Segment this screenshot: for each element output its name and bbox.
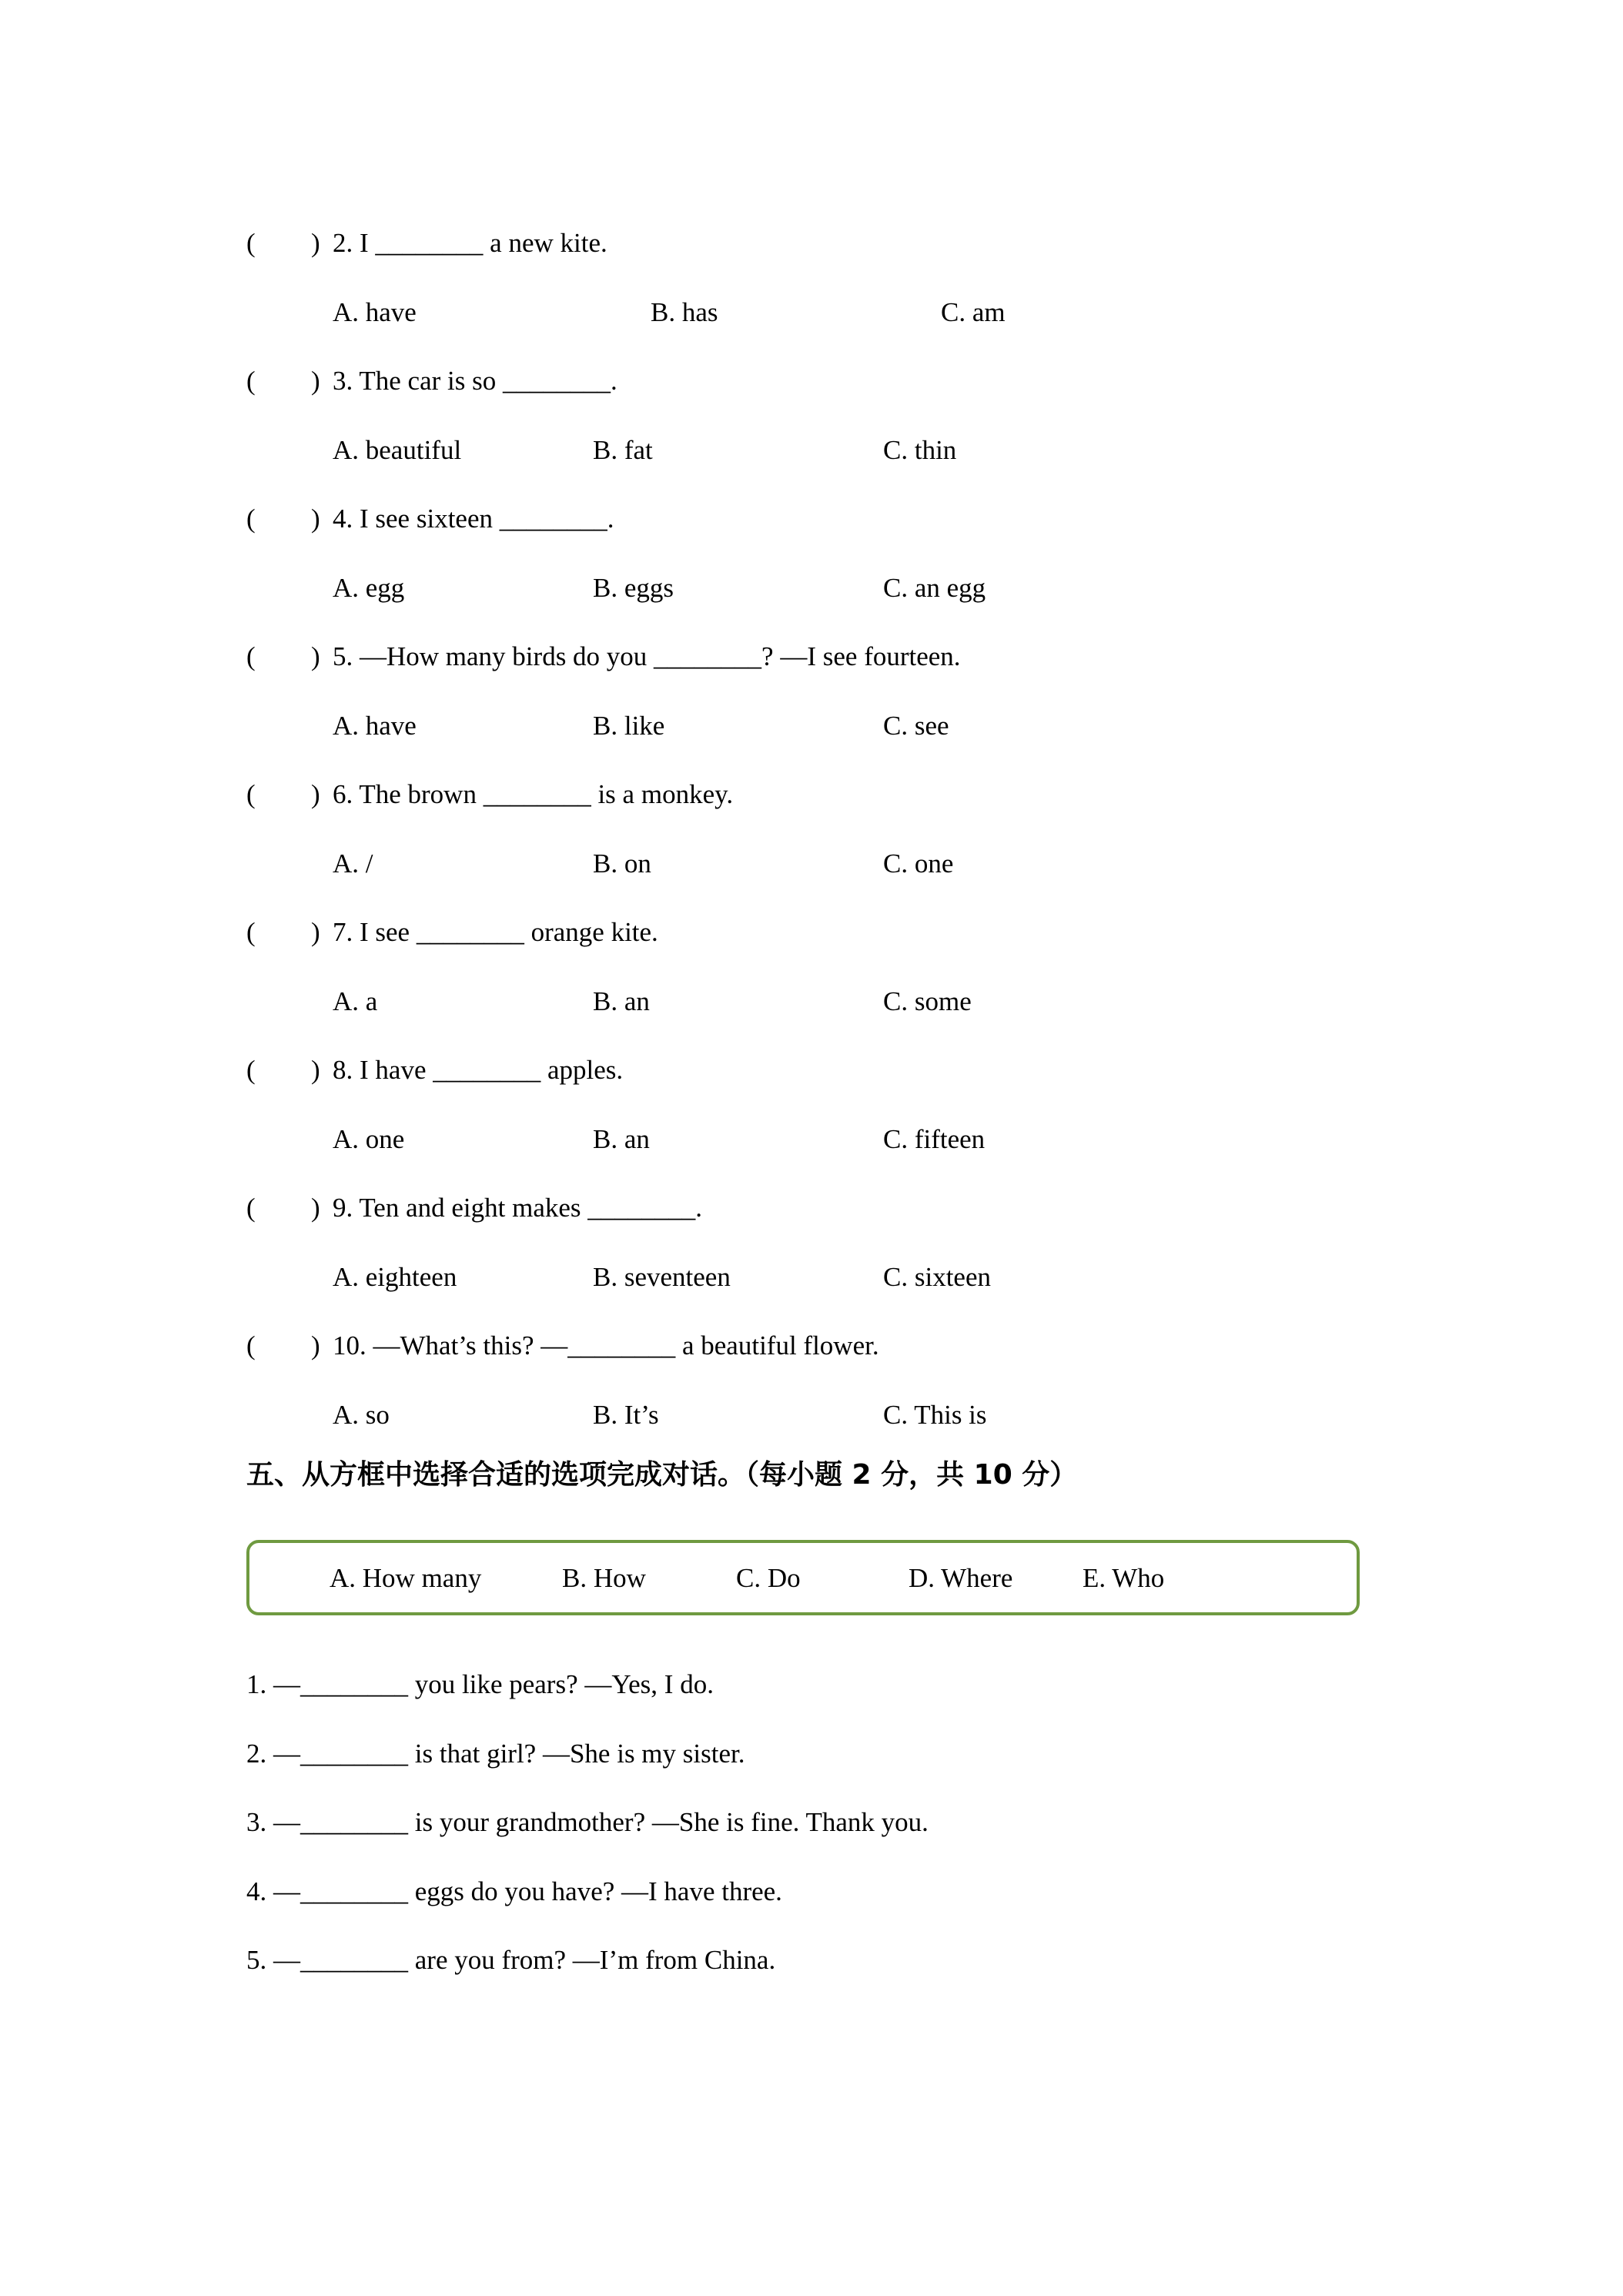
option-c: C. some — [883, 986, 972, 1016]
dialogue-5: 5. —________ are you from? —I’m from China. — [246, 1945, 776, 1975]
option-b: B. eggs — [593, 573, 674, 603]
box-item-d: D. Where — [909, 1563, 1013, 1593]
box-item-a: A. How many — [330, 1563, 482, 1593]
box-item-b: B. How — [562, 1563, 646, 1593]
question-text: 8. I have ________ apples. — [333, 1055, 624, 1085]
option-b: B. an — [593, 1124, 650, 1154]
option-c: C. am — [941, 297, 1006, 327]
answer-paren-open: ( — [246, 641, 256, 671]
option-a: A. beautiful — [333, 435, 462, 465]
option-a: A. so — [333, 1400, 390, 1430]
question-text: 10. —What’s this? —________ a beautiful flower. — [333, 1330, 879, 1361]
answer-paren-close: ) — [311, 366, 320, 396]
option-c: C. sixteen — [883, 1262, 991, 1292]
dialogue-4: 4. —________ eggs do you have? —I have three. — [246, 1876, 782, 1906]
word-choice-box — [246, 1540, 1360, 1615]
option-c: C. This is — [883, 1400, 987, 1430]
answer-paren-close: ) — [311, 641, 320, 671]
option-a: A. eighteen — [333, 1262, 457, 1292]
answer-paren-close: ) — [311, 1330, 320, 1361]
box-item-c: C. Do — [736, 1563, 801, 1593]
section-5-title: 五、从方框中选择合适的选项完成对话。（每小题 2 分，共 10 分） — [246, 1459, 1078, 1491]
answer-paren-open: ( — [246, 228, 256, 258]
box-item-e: E. Who — [1083, 1563, 1165, 1593]
option-a: A. have — [333, 297, 417, 327]
answer-paren-close: ) — [311, 1055, 320, 1085]
option-b: B. has — [651, 297, 718, 327]
answer-paren-close: ) — [311, 1193, 320, 1223]
question-text: 7. I see ________ orange kite. — [333, 917, 658, 947]
option-a: A. egg — [333, 573, 405, 603]
question-text: 3. The car is so ________. — [333, 366, 617, 396]
option-c: C. an egg — [883, 573, 986, 603]
answer-paren-close: ) — [311, 228, 320, 258]
answer-paren-open: ( — [246, 1193, 256, 1223]
dialogue-1: 1. —________ you like pears? —Yes, I do. — [246, 1669, 714, 1699]
question-text: 2. I ________ a new kite. — [333, 228, 607, 258]
answer-paren-close: ) — [311, 917, 320, 947]
question-text: 6. The brown ________ is a monkey. — [333, 779, 734, 809]
option-a: A. / — [333, 848, 373, 879]
option-a: A. one — [333, 1124, 405, 1154]
dialogue-3: 3. —________ is your grandmother? —She is fine. Thank you. — [246, 1807, 929, 1837]
answer-paren-close: ) — [311, 779, 320, 809]
option-a: A. a — [333, 986, 378, 1016]
option-b: B. fat — [593, 435, 653, 465]
question-text: 9. Ten and eight makes ________. — [333, 1193, 703, 1223]
option-c: C. one — [883, 848, 954, 879]
option-b: B. like — [593, 711, 665, 741]
option-c: C. see — [883, 711, 949, 741]
answer-paren-open: ( — [246, 779, 256, 809]
option-c: C. thin — [883, 435, 957, 465]
question-text: 4. I see sixteen ________. — [333, 504, 614, 534]
answer-paren-open: ( — [246, 504, 256, 534]
answer-paren-close: ) — [311, 504, 320, 534]
option-b: B. It’s — [593, 1400, 659, 1430]
question-text: 5. —How many birds do you ________? —I see fourteen. — [333, 641, 961, 671]
option-a: A. have — [333, 711, 417, 741]
answer-paren-open: ( — [246, 1330, 256, 1361]
answer-paren-open: ( — [246, 917, 256, 947]
answer-paren-open: ( — [246, 366, 256, 396]
option-b: B. an — [593, 986, 650, 1016]
dialogue-2: 2. —________ is that girl? —She is my sister. — [246, 1739, 745, 1769]
option-b: B. on — [593, 848, 651, 879]
option-b: B. seventeen — [593, 1262, 731, 1292]
answer-paren-open: ( — [246, 1055, 256, 1085]
option-c: C. fifteen — [883, 1124, 986, 1154]
